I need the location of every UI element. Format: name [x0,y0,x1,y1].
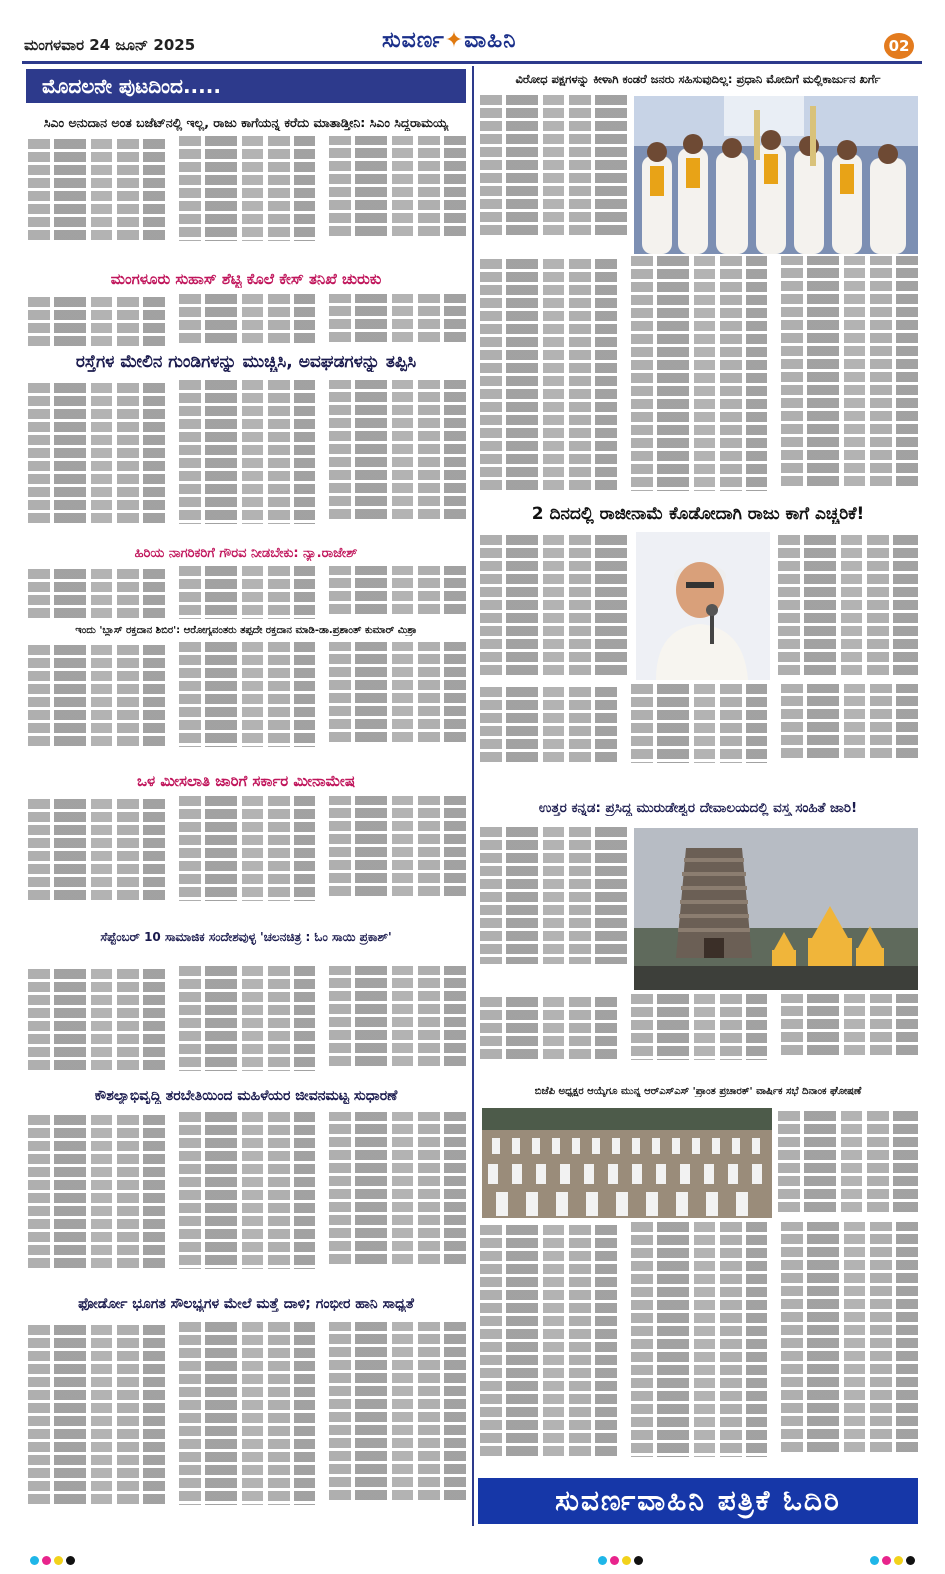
story-headline[interactable]: ಬಿಜೆಪಿ ಅಧ್ಯಕ್ಷರ ಆಯ್ಕೆಗೂ ಮುನ್ನ ಆರ್‌ಎಸ್‌ಎಸ್ 'ಪ್ರಾಂತ ಪ್ರಚಾರಕ್' ವಾರ್ಷಿಕ ಸಭೆ ದಿನಾಂಕ ಘೋಷಣೆ [534,1086,862,1097]
story-headline[interactable]: ಸೆಪ್ಟೆಂಬರ್ 10 ಸಾಮಾಜಿಕ ಸಂದೇಶವುಳ್ಳ 'ಚಲನಚಿತ್ರ : ಓಂ ಸಾಯಿ ಪ್ರಕಾಶ್' [100,930,392,944]
story-body [480,532,630,680]
rally-photo [634,96,918,254]
story-body [28,642,466,766]
story-body [28,966,466,1078]
story-body [28,294,466,346]
print-registration-marks [870,1550,918,1560]
story-body [480,1222,918,1470]
portrait-photo [636,532,770,680]
story-body [28,1112,466,1288]
story-headline[interactable]: ಫೋರ್ಡೋ ಭೂಗತ ಸೌಲಭ್ಯಗಳ ಮೇಲೆ ಮತ್ತೆ ದಾಳಿ; ಗಂಭೀರ ಹಾನಿ ಸಾಧ್ಯತೆ [78,1296,414,1312]
print-registration-marks [598,1550,646,1560]
story-body [28,796,466,921]
story-body [480,92,630,248]
story-headline[interactable]: ಮಂಗಳೂರು ಸುಹಾಸ್ ಶೆಟ್ಟಿ ಕೊಲೆ ಕೇಸ್ ತನಿಖೆ ಚುರುಕು [110,270,382,288]
print-registration-marks [30,1550,78,1560]
section-banner: ಮೊದಲನೇ ಪುಟದಿಂದ..... [26,69,466,103]
brand-part-1: ಸುವರ್ಣ [382,28,445,53]
story-headline[interactable]: 2 ದಿನದಲ್ಲಿ ರಾಜೀನಾಮೆ ಕೊಡೋದಾಗಿ ರಾಜು ಕಾಗೆ ಎಚ್ಚರಿಕೆ! [531,504,865,524]
subscribe-ad-banner[interactable]: ಸುವರ್ಣವಾಹಿನಿ ಪತ್ರಿಕೆ ಓದಿರಿ [478,1478,918,1524]
story-headline[interactable]: ಒಳ ಮೀಸಲಾತಿ ಜಾರಿಗೆ ಸರ್ಕಾರ ಮೀನಾಮೇಷ [136,772,356,790]
masthead-rule [22,61,922,64]
story-headline[interactable]: ಉತ್ತರ ಕನ್ನಡ: ಪ್ರಸಿದ್ಧ ಮುರುಡೇಶ್ವರ ದೇವಾಲಯದಲ್ಲಿ ವಸ್ತ್ರ ಸಂಹಿತೆ ಜಾರಿ! [538,800,858,816]
newspaper-logo [382,28,516,53]
story-headline[interactable]: ವಿರೋಧ ಪಕ್ಷಗಳನ್ನು ಕೀಳಾಗಿ ಕಂಡರೆ ಜನರು ಸಹಿಸುವುದಿಲ್ಲ: ಪ್ರಧಾನಿ ಮೋದಿಗೆ ಮಲ್ಲಿಕಾರ್ಜುನ ಖರ್ಗೆ [515,72,881,86]
story-body [778,532,918,680]
story-body [480,684,918,774]
story-body [28,380,466,540]
brand-flame-icon: ✦ [444,28,465,53]
story-headline[interactable]: ಇಂದು 'ಬ್ಲಾಸ್ ರಕ್ತದಾನ ಶಿಬಿರ': ಆರೋಗ್ಯವಂತರು ತಪ್ಪದೇ ರಕ್ತದಾನ ಮಾಡಿ-ಡಾ.ಪ್ರಶಾಂತ್ ಕುಮಾರ್ ಮಿಶ್ರಾ [75,625,417,636]
story-body [480,256,918,502]
story-body [480,994,918,1076]
story-body [480,824,630,964]
story-body [28,1322,466,1524]
story-headline[interactable]: ರಸ್ತೆಗಳ ಮೇಲಿನ ಗುಂಡಿಗಳನ್ನು ಮುಚ್ಚಿಸಿ, ಅವಘಡಗಳನ್ನು ತಪ್ಪಿಸಿ [75,352,417,372]
page-number-badge: 02 [884,33,914,59]
story-headline[interactable]: ಹಿರಿಯ ನಾಗರಿಕರಿಗೆ ಗೌರವ ನೀಡಬೇಕು: ನ್ಯಾ.ರಾಜೇಶ್ [134,546,358,561]
story-headline[interactable]: ಸಿಎಂ ಅನುದಾನ ಅಂತ ಬಜೆಟ್‌ನಲ್ಲಿ ಇಲ್ಲ, ರಾಜು ಕಾಗೆಯನ್ನ ಕರೆದು ಮಾತಾಡ್ತೀನಿ: ಸಿಎಂ ಸಿದ್ದರಾಮಯ್ಯ [43,115,449,130]
temple-photo [634,828,918,990]
rss-rally-photo [482,1108,772,1218]
story-headline[interactable]: ಕೌಶಲ್ಯಾಭಿವೃದ್ಧಿ ತರಬೇತಿಯಿಂದ ಮಹಿಳೆಯರ ಜೀವನಮಟ್ಟ ಸುಧಾರಣೆ [94,1088,398,1104]
issue-date: ಮಂಗಳವಾರ 24 ಜೂನ್ 2025 [24,36,196,54]
story-body [28,566,466,620]
column-divider [472,66,474,1526]
story-body [778,1108,918,1218]
brand-part-2: ವಾಹಿನಿ [464,28,517,53]
story-body [28,136,466,261]
